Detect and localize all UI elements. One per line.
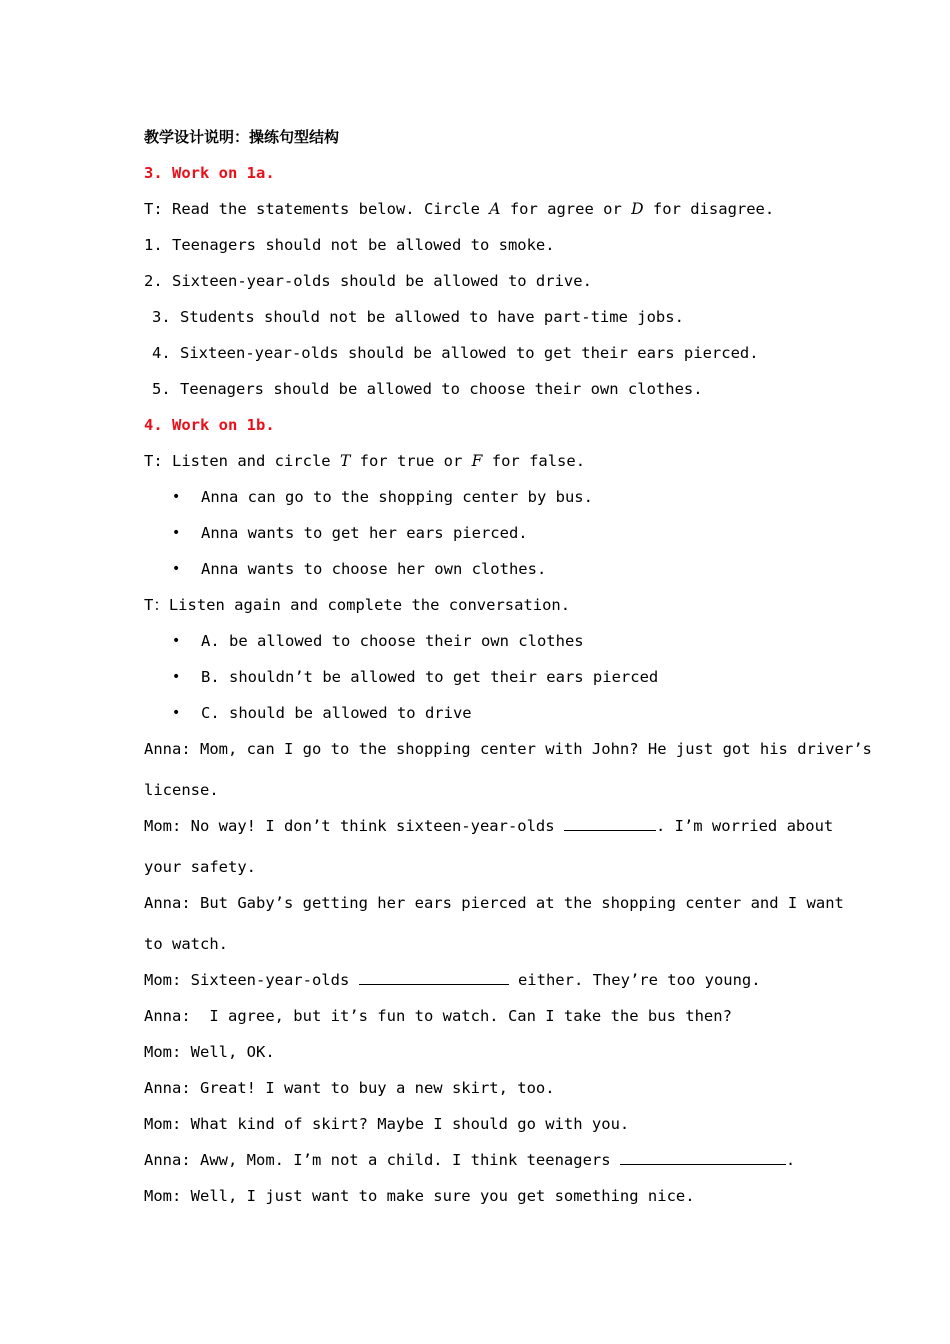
instr-text: for agree or — [500, 200, 632, 218]
dialogue-text: Anna: Aww, Mom. I’m not a child. I think teenagers — [144, 1151, 620, 1169]
false-letter: F — [471, 452, 483, 470]
dialogue-text: either. They’re too young. — [508, 971, 761, 989]
dialogue-text: . — [785, 1151, 796, 1169]
dialogue-line: Mom: Well, I just want to make sure you get something nice. — [144, 1187, 695, 1205]
bullet-icon: • — [172, 705, 181, 721]
dialogue-line: your safety. — [144, 858, 256, 876]
dialogue-text: Mom: Sixteen-year-olds — [144, 971, 359, 989]
instr-text: T: Read the statements below. Circle — [144, 200, 490, 218]
dialogue-text: . I’m worried about — [655, 817, 834, 835]
section-4-instruction — [144, 451, 585, 471]
option-item: C. should be allowed to drive — [201, 704, 472, 722]
bullet-icon: • — [172, 561, 181, 577]
dialogue-line: Anna: Mom, can I go to the shopping center with John? He just got his driver’s — [144, 740, 872, 758]
instr-text: for false. — [482, 452, 586, 470]
dialogue-line: Mom: What kind of skirt? Maybe I should go with you. — [144, 1115, 630, 1133]
option-item: B. shouldn’t be allowed to get their ears pierced — [201, 668, 659, 686]
dialogue-line: Anna: But Gaby’s getting her ears pierced at the shopping center and I want — [144, 894, 844, 912]
true-letter: T — [339, 452, 351, 470]
statement-item: 2. Sixteen-year-olds should be allowed to drive. — [144, 272, 592, 290]
statement-item: 5. Teenagers should be allowed to choose their own clothes. — [152, 380, 703, 398]
instr-text: for disagree. — [643, 200, 775, 218]
dialogue-line: license. — [144, 781, 219, 799]
instr-text: for true or — [350, 452, 472, 470]
section-3-title: 3. Work on 1a. — [144, 164, 275, 182]
tf-item: Anna can go to the shopping center by bus. — [201, 488, 593, 506]
agree-letter: A — [489, 200, 501, 218]
dialogue-line: to watch. — [144, 935, 228, 953]
instr-text: T: Listen and circle — [144, 452, 340, 470]
bullet-icon: • — [172, 489, 181, 505]
dialogue-line — [144, 816, 833, 836]
answer-blank[interactable] — [564, 816, 656, 831]
statement-item: 1. Teenagers should not be allowed to smoke. — [144, 236, 555, 254]
bullet-icon: • — [172, 633, 181, 649]
tf-item: Anna wants to get her ears pierced. — [201, 524, 528, 542]
answer-blank[interactable] — [359, 970, 509, 985]
answer-blank[interactable] — [620, 1150, 786, 1165]
option-item: A. be allowed to choose their own clothes — [201, 632, 584, 650]
section-4-instruction-2: T：Listen again and complete the conversation. — [144, 596, 571, 614]
design-note-heading: 教学设计说明：操练句型结构 — [144, 128, 340, 146]
tf-item: Anna wants to choose her own clothes. — [201, 560, 547, 578]
dialogue-line — [144, 1150, 795, 1170]
statement-item: 3. Students should not be allowed to have part-time jobs. — [152, 308, 684, 326]
disagree-letter: D — [631, 200, 644, 218]
dialogue-line: Anna: Great! I want to buy a new skirt, too. — [144, 1079, 555, 1097]
dialogue-line: Anna: I agree, but it’s fun to watch. Can I take the bus then? — [144, 1007, 732, 1025]
dialogue-text: Mom: No way! I don’t think sixteen-year-olds — [144, 817, 564, 835]
bullet-icon: • — [172, 669, 181, 685]
section-3-instruction — [144, 199, 774, 219]
dialogue-line: Mom: Well, OK. — [144, 1043, 275, 1061]
bullet-icon: • — [172, 525, 181, 541]
statement-item: 4. Sixteen-year-olds should be allowed to get their ears pierced. — [152, 344, 759, 362]
dialogue-line — [144, 970, 761, 990]
section-4-title: 4. Work on 1b. — [144, 416, 275, 434]
